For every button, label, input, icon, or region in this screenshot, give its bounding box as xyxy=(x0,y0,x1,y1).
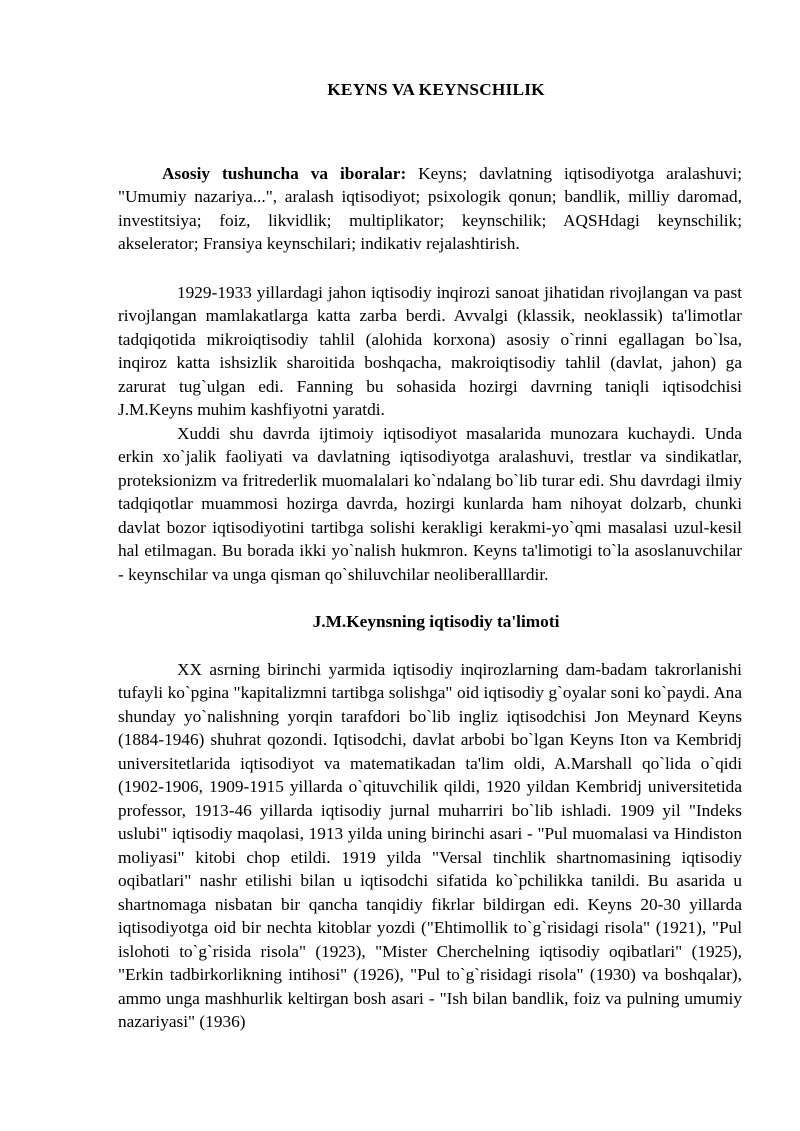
document-title: KEYNS VA KEYNSCHILIK xyxy=(327,80,545,99)
intro-paragraph-2: Xuddi shu davrda ijtimoiy iqtisodiyot masalarida munozara kuchaydi. Unda erkin xo`jalik faoliyati va davlatning iqtisodiyotga aralashuvi, trestlar va sindikatlar, proteksionizm va fritrederlik muomalalari ko`ndalang bo`lib turar edi. Shu davrdagi ilmiy tadqiqotlar muammosi hozirga davrda, hozirgi kunlarda ham nihoyat dolzarb, chunki davlat bozor iqtisodiyotini tartibga solishi kerakligi kerakmi-yo`qmi masalasi uzul-kesil hal etilmagan. Bu borada ikki yo`nalish hukmron. Keyns ta'limotigi to`la asoslanuvchilar - keynschilar va unga qisman qo`shiluvchilar neoliberalllardir. xyxy=(118,423,742,584)
keywords-paragraph xyxy=(118,162,742,256)
keywords-label: Asosiy tushuncha va iboralar: xyxy=(162,163,407,183)
section-heading: J.M.Keynsning iqtisodiy ta'limoti xyxy=(312,612,560,631)
keywords-text: Keyns; davlatning iqtisodiyotga aralashuvi; "Umumiy nazariya...", aralash iqtisodiyot; psixologik qonun; bandlik, milliy daromad, investitsiya; foiz, likvidlik; multiplikator; keynschilik; AQSHdagi keynschilik; akselerator; Fransiya keynschilari; indikativ rejalashtirish. xyxy=(118,163,743,253)
intro-paragraph-1: 1929-1933 yillardagi jahon iqtisodiy inqirozi sanoat jihatidan rivojlangan va past rivojlangan mamlakatlarga katta zarba berdi. Avvalgi (klassik, neoklassik) ta'limotlar tadqiqotida mikroiqtisodiy tahlil (alohida korxona) asosiy o`rinni egallagan bo`lsa, inqiroz katta ishsizlik sharoitida boshqacha, makroiqtisodiy tahlil (davlat, jahon) ga zarurat tug`ulgan edi. Fanning bu sohasida hozirgi davrning taniqli iqtisodchisi J.M.Keyns muhim kashfiyotni yaratdi. xyxy=(118,282,742,419)
document-page xyxy=(118,0,742,1034)
section-paragraph-1: XX asrning birinchi yarmida iqtisodiy inqirozlarning dam-badam takrorlanishi tufayli ko`pgina "kapitalizmni tartibga solishga" oid iqtisodiy g`oyalar soni ko`paydi. Ana shunday yo`nalishning yorqin tarafdori bo`lib ingliz iqtisodchisi Jon Meynard Keyns (1884-1946) shuhrat qozondi. Iqtisodchi, davlat arbobi bo`lgan Keyns Iton va Kembridj universitetlarida iqtisodiyot va matematikadan ta'lim oldi, A.Marshall qo`lida o`qidi (1902-1906, 1909-1915 yillarda o`qituvchilik qildi, 1920 yildan Kembridj universitetida professor, 1913-46 yillarda iqtisodiy jurnal muharriri bo`lib ishladi. 1909 yil "Indeks uslubi" iqtisodiy maqolasi, 1913 yilda uning birinchi asari - "Pul muomalasi va Hindiston moliyasi" kitobi chop etildi. 1919 yilda "Versal tinchlik shartnomasining iqtisodiy oqibatlari" nashr etilishi bilan u iqtisodchi sifatida ko`pchilikka tanildi. Bu asarida u shartnomaga nisbatan bir qancha tanqidiy fikrlar bildirgan edi. Keyns 20-30 yillarda iqtisodiyotga oid bir nechta kitoblar yozdi ("Ehtimollik to`g`risidagi risola" (1921), "Pul islohoti to`g`risida risola" (1923), "Mister Cherchelning iqtisodiy oqibatlari" (1925), "Erkin tadbirkorlikning intihosi" (1926), "Pul to`g`risidagi risola" (1930) va boshqalar), ammo unga mashhurlik keltirgan bosh asari - "Ish bilan bandlik, foiz va pulning umumiy nazariyasi" (1936) xyxy=(118,659,742,1031)
